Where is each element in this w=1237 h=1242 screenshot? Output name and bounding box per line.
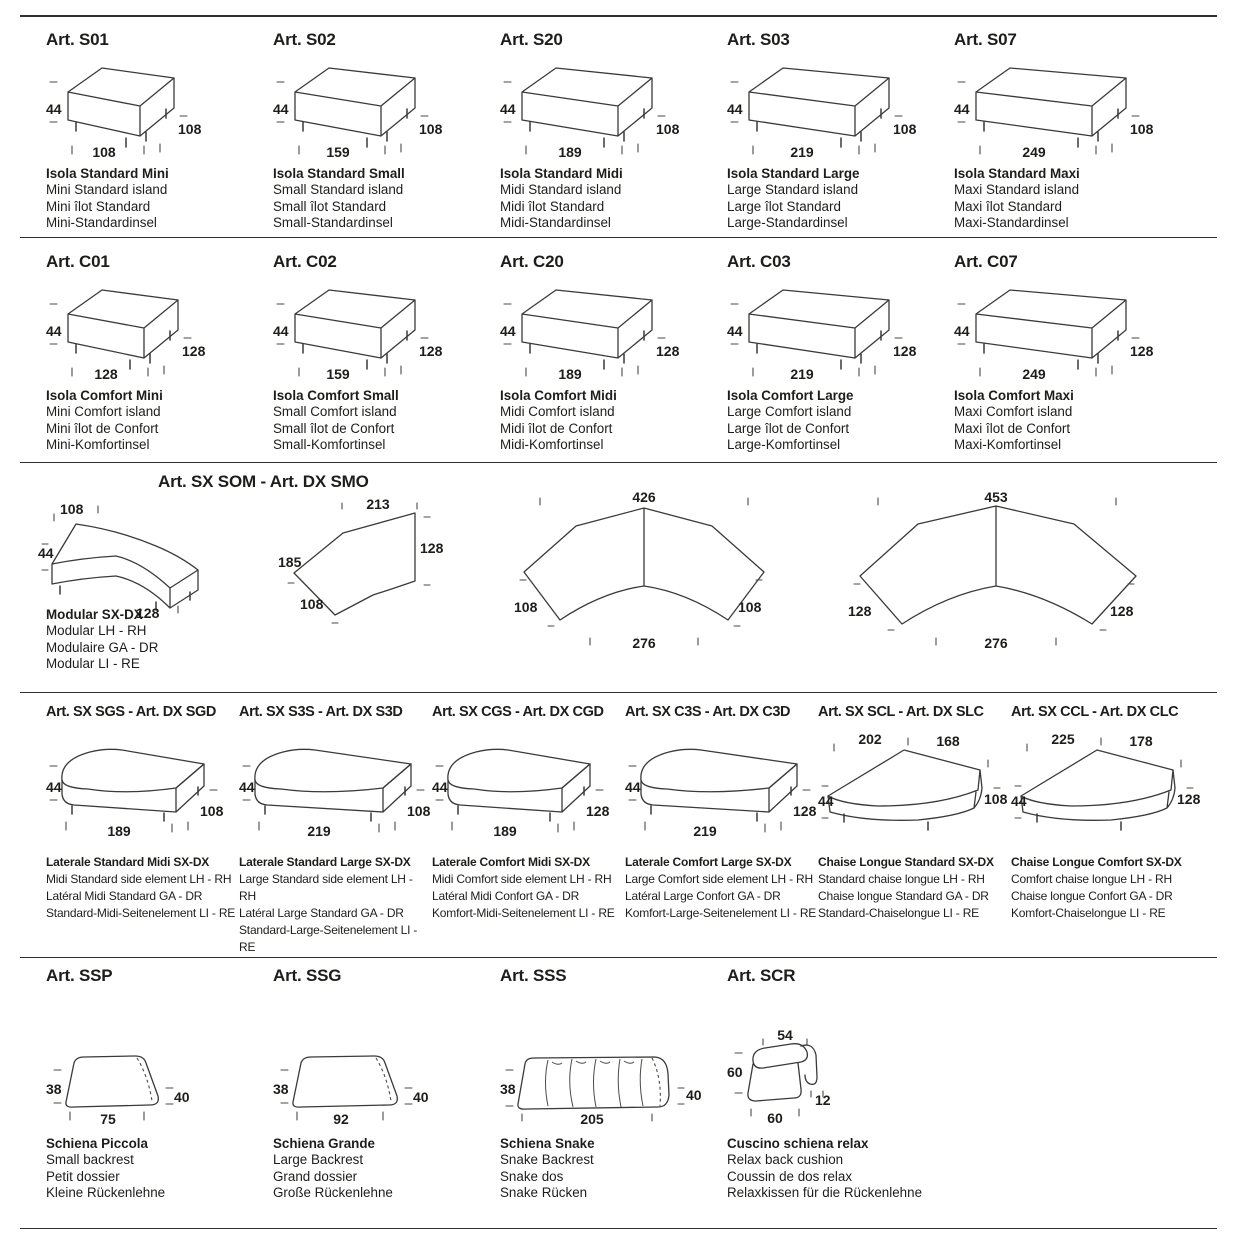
divider-bottom: [20, 1228, 1217, 1229]
diagram-area: [500, 58, 727, 164]
dim-height: 44: [273, 323, 289, 339]
article-code: Art. SX SCL - Art. DX SLC: [818, 704, 984, 720]
dim-top: 108: [60, 501, 84, 517]
diagram-area: [46, 280, 273, 386]
product-name-it: Laterale Standard Midi SX-DX: [46, 855, 210, 869]
dim-height: 44: [273, 101, 289, 117]
diagram-area: [727, 58, 954, 164]
product-name-fr: Latéral Large Standard GA - DR: [239, 906, 404, 920]
dim-top: 453: [984, 489, 1008, 505]
dim-height: 44: [46, 101, 62, 117]
product-name-fr: Chaise longue Confort GA - DR: [1011, 889, 1173, 903]
product-name-it: Isola Standard Midi: [500, 166, 623, 181]
diagram-area: [727, 1028, 954, 1126]
diagram-area: [273, 58, 500, 164]
product-name-de: Kleine Rückenlehne: [46, 1185, 166, 1201]
dim-height: 44: [500, 101, 516, 117]
product-name-it: Isola Comfort Mini: [46, 388, 163, 403]
dim-width-right: 178: [1129, 733, 1153, 749]
product-name-fr: Maxi îlot de Confort: [954, 420, 1071, 436]
product-name-fr: Mini îlot Standard: [46, 198, 151, 214]
product-diagram: [500, 280, 710, 384]
modular-title: Art. SX SOM - Art. DX SMO: [158, 472, 369, 491]
product-name-it: Chaise Longue Comfort SX-DX: [1011, 855, 1182, 869]
product-names: [46, 166, 273, 232]
dim-height: 44: [46, 779, 62, 795]
product-name-en: Mini Comfort island: [46, 404, 161, 420]
product-name-en: Midi Comfort island: [500, 404, 615, 420]
article-code: Art. S02: [273, 30, 336, 49]
dim-depth: 40: [686, 1087, 702, 1103]
diagram-area: [500, 1028, 727, 1126]
product-name-fr: Small îlot Standard: [273, 198, 387, 214]
product-cell: [727, 966, 954, 1202]
product-name-de: Maxi-Komfortinsel: [954, 437, 1062, 453]
modular-names: [46, 607, 158, 673]
dim-left: 108: [514, 599, 538, 615]
dim-top: 426: [632, 489, 656, 505]
product-names: [46, 854, 239, 922]
product-name-fr: Snake dos: [500, 1168, 564, 1184]
product-name-de: Komfort-Chaiselongue LI - RE: [1011, 906, 1166, 920]
product-cell: [239, 702, 432, 956]
product-diagram: [239, 734, 439, 846]
product-name-en: Maxi Standard island: [954, 182, 1080, 198]
product-name-en: Large Comfort side element LH - RH: [625, 872, 813, 886]
product-diagram: [273, 280, 483, 384]
dim-width: 75: [100, 1111, 116, 1127]
product-cell: [500, 30, 727, 232]
article-code: Art. C07: [954, 252, 1018, 271]
product-name-de: Komfort-Midi-Seitenelement LI - RE: [432, 906, 615, 920]
dim-height: 44: [1011, 793, 1027, 809]
dim-width-left: 202: [858, 731, 882, 747]
dim-bottom: 276: [984, 635, 1008, 651]
product-name-it: Modular SX-DX: [46, 607, 143, 622]
product-cell: [500, 252, 727, 454]
product-name-de: Midi-Standardinsel: [500, 215, 611, 231]
product-name-de: Large-Standardinsel: [727, 215, 848, 231]
dim-depth: 108: [656, 121, 680, 137]
product-name-en: Maxi Comfort island: [954, 404, 1073, 420]
dim-height: 38: [46, 1081, 62, 1097]
dim-height: 44: [727, 101, 743, 117]
product-cell: [273, 252, 500, 454]
divider-top: [20, 15, 1217, 17]
product-diagram: [500, 1046, 710, 1126]
dim-width: 189: [493, 823, 517, 839]
product-name-en: Large Standard island: [727, 182, 859, 198]
product-name-de: Small-Standardinsel: [273, 215, 393, 231]
article-code: Art. SX CCL - Art. DX CLC: [1011, 704, 1179, 720]
dim-height: 44: [38, 545, 54, 561]
diagram-area: [1011, 731, 1204, 848]
product-cell: [46, 30, 273, 232]
product-diagram: [46, 734, 246, 846]
product-cell: [273, 30, 500, 232]
product-name-de: Snake Rücken: [500, 1185, 588, 1201]
diagram-area: [625, 734, 818, 848]
dim-depth: 40: [413, 1089, 429, 1105]
dim-depth: 108: [419, 121, 443, 137]
product-names: [954, 166, 1181, 232]
dim-depth: 128: [893, 343, 917, 359]
product-diagram: [727, 280, 937, 384]
dim-height: 44: [954, 101, 970, 117]
dim-height: 38: [273, 1081, 289, 1097]
product-name-de: Large-Komfortinsel: [727, 437, 841, 453]
product-name-it: Chaise Longue Standard SX-DX: [818, 855, 994, 869]
product-name-fr: Modulaire GA - DR: [46, 639, 159, 655]
dim-height: 44: [625, 779, 641, 795]
product-names: [954, 388, 1181, 454]
product-name-en: Small backrest: [46, 1152, 134, 1168]
article-code: Art. SSS: [500, 966, 567, 985]
product-diagram: [432, 734, 632, 846]
product-name-fr: Maxi îlot Standard: [954, 198, 1062, 214]
article-code: Art. SX C3S - Art. DX C3D: [625, 704, 791, 720]
dim-height: 44: [432, 779, 448, 795]
product-name-en: Standard chaise longue LH - RH: [818, 872, 985, 886]
product-names: [273, 1136, 500, 1202]
product-diagram: [46, 58, 256, 162]
diagram-area: [727, 280, 954, 386]
product-name-it: Isola Comfort Large: [727, 388, 854, 403]
divider-3: [20, 692, 1217, 693]
product-name-de: Standard-Chaiselongue LI - RE: [818, 906, 979, 920]
dim-depth: 108: [984, 791, 1008, 807]
dim-left: 185: [278, 554, 302, 570]
product-name-en: Small Comfort island: [273, 404, 397, 420]
dim-right: 128: [1110, 603, 1134, 619]
diagram-area: [239, 734, 432, 848]
dim-depth: 128: [586, 803, 610, 819]
dim-width: 189: [558, 144, 582, 160]
product-name-fr: Chaise longue Standard GA - DR: [818, 889, 989, 903]
product-name-fr: Grand dossier: [273, 1168, 358, 1184]
article-code: Art. S07: [954, 30, 1017, 49]
dim-depth: 108: [407, 803, 431, 819]
product-names: [625, 854, 818, 922]
product-name-de: Standard-Large-Seitenelement LI - RE: [239, 923, 418, 954]
modular-plan2-comfort-diagram: [848, 489, 1148, 651]
product-name-it: Schiena Snake: [500, 1136, 595, 1151]
product-diagram: [273, 1046, 433, 1126]
product-cell: [46, 252, 273, 454]
dim-height: 44: [239, 779, 255, 795]
product-names: [727, 388, 954, 454]
product-names: [727, 166, 954, 232]
dim-width: 219: [790, 144, 814, 160]
dim-right: 108: [738, 599, 762, 615]
product-cell: [1011, 702, 1204, 956]
dim-width: 159: [326, 144, 350, 160]
product-diagram: [625, 734, 825, 846]
diagram-area: [46, 58, 273, 164]
product-name-en: Large Comfort island: [727, 404, 852, 420]
product-diagram: [727, 58, 937, 162]
product-name-en: Mini Standard island: [46, 182, 168, 198]
dim-top: 213: [366, 496, 390, 512]
product-cell: [954, 252, 1181, 454]
section-backrests: [46, 966, 954, 1202]
product-name-it: Laterale Comfort Large SX-DX: [625, 855, 792, 869]
product-name-en: Midi Comfort side element LH - RH: [432, 872, 612, 886]
dim-width: 219: [307, 823, 331, 839]
dim-depth: 128: [182, 343, 206, 359]
product-name-it: Isola Comfort Maxi: [954, 388, 1074, 403]
product-names: [1011, 854, 1204, 922]
divider-4: [20, 957, 1217, 958]
dim-width: 189: [107, 823, 131, 839]
product-cell: [273, 966, 500, 1202]
dim-depth: 128: [1130, 343, 1154, 359]
dim-height: 44: [500, 323, 516, 339]
product-diagram: [954, 58, 1164, 162]
product-names: [500, 388, 727, 454]
product-name-de: Mini-Standardinsel: [46, 215, 157, 231]
dim-width: 92: [333, 1111, 349, 1127]
dim-height: 44: [818, 793, 834, 809]
modular-plan-diagram: [278, 497, 448, 632]
dim-height: 38: [500, 1081, 516, 1097]
diagram-area: [432, 734, 625, 848]
dim-depth: 108: [200, 803, 224, 819]
product-diagram: [46, 1046, 196, 1126]
product-name-en: Comfort chaise longue LH - RH: [1011, 872, 1172, 886]
product-name-de: Große Rückenlehne: [273, 1185, 393, 1201]
product-diagram: [727, 1027, 842, 1126]
product-name-it: Cuscino schiena relax: [727, 1136, 869, 1151]
product-names: [46, 1136, 273, 1202]
dim-top: 54: [777, 1027, 793, 1043]
dim-width: 189: [558, 366, 582, 382]
product-name-de: Midi-Komfortinsel: [500, 437, 604, 453]
product-name-en: Relax back cushion: [727, 1152, 844, 1168]
divider-1: [20, 237, 1217, 238]
dim-width: 128: [94, 366, 118, 382]
divider-2: [20, 462, 1217, 463]
product-name-fr: Latéral Midi Standard GA - DR: [46, 889, 203, 903]
product-names: [818, 854, 1011, 922]
product-names: [500, 1136, 727, 1202]
product-name-it: Isola Standard Large: [727, 166, 860, 181]
product-names: [727, 1136, 954, 1202]
product-name-fr: Midi îlot de Confort: [500, 420, 613, 436]
dim-height: 44: [954, 323, 970, 339]
product-cell: [625, 702, 818, 956]
article-code: Art. C03: [727, 252, 791, 271]
product-name-en: Large Backrest: [273, 1152, 364, 1168]
product-name-en: Midi Standard side element LH - RH: [46, 872, 232, 886]
product-cell: [954, 30, 1181, 232]
product-diagram: [818, 731, 1010, 846]
section-isola-comfort: [46, 252, 1181, 454]
product-cell: [500, 966, 727, 1202]
diagram-area: [46, 1028, 273, 1126]
dim-right: 128: [420, 540, 444, 556]
dim-depth: 128: [1177, 791, 1201, 807]
product-cell: [46, 966, 273, 1202]
product-name-en: Small Standard island: [273, 182, 404, 198]
dim-bottom: 60: [767, 1110, 783, 1126]
dim-depth: 108: [1130, 121, 1154, 137]
diagram-area: [818, 731, 1011, 848]
dim-width: 249: [1022, 144, 1046, 160]
diagram-area: [954, 280, 1181, 386]
product-diagram: [273, 58, 483, 162]
product-cell: [727, 30, 954, 232]
article-code: Art. SX CGS - Art. DX CGD: [432, 704, 604, 720]
dim-width-left: 225: [1051, 731, 1075, 747]
dim-width: 205: [580, 1111, 604, 1127]
dim-width: 219: [693, 823, 717, 839]
article-code: Art. SX SGS - Art. DX SGD: [46, 704, 216, 720]
product-cell: [46, 702, 239, 956]
product-name-fr: Midi îlot Standard: [500, 198, 605, 214]
diagram-area: [954, 58, 1181, 164]
product-diagram: [954, 280, 1164, 384]
product-diagram: [46, 280, 256, 384]
product-name-it: Schiena Grande: [273, 1136, 375, 1151]
modular-iso-diagram: [38, 500, 213, 620]
modular-plan2-standard-diagram: [512, 489, 777, 651]
product-name-it: Isola Standard Mini: [46, 166, 169, 181]
product-names: [273, 166, 500, 232]
product-cell: [727, 252, 954, 454]
product-name-en: Midi Standard island: [500, 182, 622, 198]
dim-height: 44: [727, 323, 743, 339]
product-diagram: [1011, 731, 1203, 846]
product-cell: [432, 702, 625, 956]
dim-left: 60: [727, 1064, 743, 1080]
product-name-de: Small-Komfortinsel: [273, 437, 386, 453]
product-name-it: Isola Comfort Small: [273, 388, 399, 403]
product-name-fr: Coussin de dos relax: [727, 1168, 853, 1184]
dim-width: 249: [1022, 366, 1046, 382]
product-name-en: Modular LH - RH: [46, 623, 147, 639]
article-code: Art. S20: [500, 30, 563, 49]
article-code: Art. S03: [727, 30, 790, 49]
product-name-it: Isola Comfort Midi: [500, 388, 617, 403]
product-name-de: Standard-Midi-Seitenelement LI - RE: [46, 906, 236, 920]
product-name-de: Mini-Komfortinsel: [46, 437, 150, 453]
product-name-de: Komfort-Large-Seitenelement LI - RE: [625, 906, 817, 920]
product-name-fr: Latéral Midi Confort GA - DR: [432, 889, 580, 903]
product-names: [500, 166, 727, 232]
diagram-area: [273, 280, 500, 386]
product-names: [239, 854, 432, 956]
product-name-it: Isola Standard Small: [273, 166, 405, 181]
product-name-fr: Latéral Large Confort GA - DR: [625, 889, 781, 903]
product-name-de: Maxi-Standardinsel: [954, 215, 1069, 231]
product-name-fr: Large îlot Standard: [727, 198, 841, 214]
article-code: Art. C01: [46, 252, 110, 271]
dim-depth: 128: [136, 605, 160, 621]
product-name-de: Relaxkissen für die Rückenlehne: [727, 1185, 923, 1201]
product-names: [46, 388, 273, 454]
product-names: [432, 854, 625, 922]
dim-height: 44: [46, 323, 62, 339]
dim-width: 219: [790, 366, 814, 382]
product-name-fr: Petit dossier: [46, 1168, 120, 1184]
dim-depth: 128: [656, 343, 680, 359]
dim-left: 128: [848, 603, 872, 619]
dim-depth: 108: [893, 121, 917, 137]
dim-depth: 40: [174, 1089, 190, 1105]
product-diagram: [500, 58, 710, 162]
product-names: [273, 388, 500, 454]
diagram-area: [46, 734, 239, 848]
product-name-fr: Large îlot de Confort: [727, 420, 850, 436]
product-name-en: Large Standard side element LH - RH: [239, 872, 413, 903]
dim-width-right: 168: [936, 733, 960, 749]
section-isola-standard: [46, 30, 1181, 232]
product-name-it: Schiena Piccola: [46, 1136, 148, 1151]
dim-depth: 128: [793, 803, 817, 819]
product-name-fr: Mini îlot de Confort: [46, 420, 159, 436]
article-code: Art. S01: [46, 30, 109, 49]
article-code: Art. C02: [273, 252, 337, 271]
product-name-de: Modular LI - RE: [46, 656, 140, 672]
dim-width: 159: [326, 366, 350, 382]
dim-bottom: 276: [632, 635, 656, 651]
product-name-en: Snake Backrest: [500, 1152, 594, 1168]
product-name-it: Laterale Comfort Midi SX-DX: [432, 855, 590, 869]
article-code: Art. C20: [500, 252, 564, 271]
article-code: Art. SX S3S - Art. DX S3D: [239, 704, 403, 720]
dim-depth: 108: [178, 121, 202, 137]
article-code: Art. SSG: [273, 966, 342, 985]
diagram-area: [273, 1028, 500, 1126]
diagram-area: [500, 280, 727, 386]
product-name-fr: Small îlot de Confort: [273, 420, 395, 436]
dim-bottom: 108: [300, 596, 324, 612]
dim-depth: 128: [419, 343, 443, 359]
article-code: Art. SCR: [727, 966, 796, 985]
product-cell: [818, 702, 1011, 956]
product-name-it: Laterale Standard Large SX-DX: [239, 855, 411, 869]
section-side-elements: [46, 702, 1204, 956]
product-name-it: Isola Standard Maxi: [954, 166, 1080, 181]
dim-width: 108: [92, 144, 116, 160]
article-code: Art. SSP: [46, 966, 113, 985]
dim-right: 12: [815, 1092, 831, 1108]
